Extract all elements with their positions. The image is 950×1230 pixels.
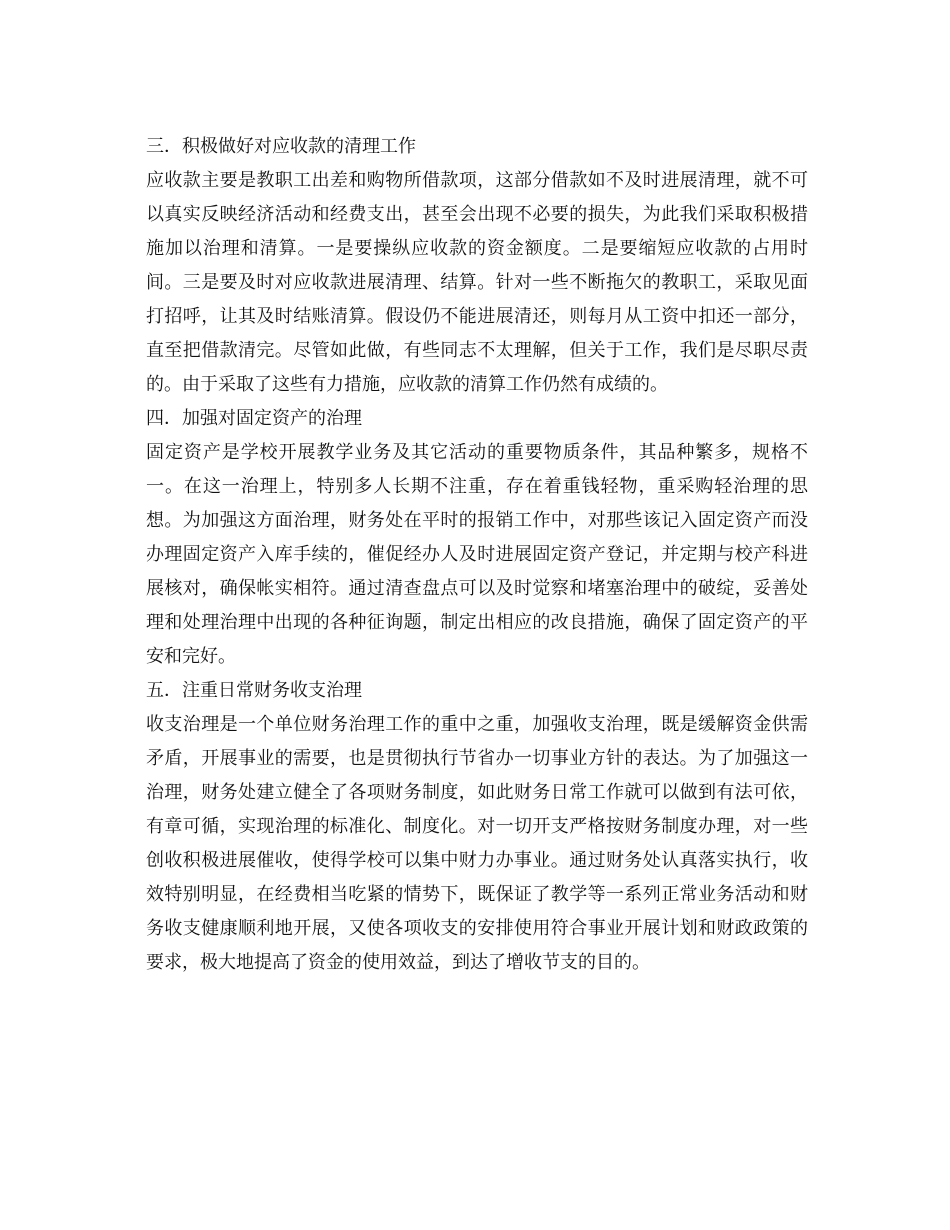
section-paragraph: 固定资产是学校开展教学业务及其它活动的重要物质条件，其品种繁多，规格不一。在这一治理上，特别多人长期不注重，存在着重钱轻物，重采购轻治理的思想。为加强这方面治理，财务处在平时的报销工作中，对那些该记入固定资产而没办理固定资产入库手续的，催促经办人及时进展固定资产登记，并定期与校产科进展核对，确保帐实相符。通过清查盘点可以及时觉察和堵塞治理中的破绽，妥善处理和处理治理中出现的各种征询题，制定出相应的改良措施，确保了固定资产的平安和完好。 <box>146 442 808 667</box>
section-paragraph: 应收款主要是教职工出差和购物所借款项，这部分借款如不及时进展清理，就不可以真实反映经济活动和经费支出，甚至会出现不必要的损失，为此我们采取积极措施加以治理和清算。一是要操纵应收款的资金额度。二是要缩短应收款的占用时间。三是要及时对应收款进展清理、结算。针对一些不断拖欠的教职工，采取见面打招呼，让其及时结账清算。假设仍不能进展清还，则每月从工资中扣还一部分，直至把借款清完。尽管如此做，有些同志不太理解，但关于工作，我们是尽职尽责的。由于采取了这些有力措施，应收款的清算工作仍然有成绩的。 <box>146 170 808 395</box>
section-paragraph: 收支治理是一个单位财务治理工作的重中之重，加强收支治理，既是缓解资金供需矛盾，开展事业的需要，也是贯彻执行节省办一切事业方针的表达。为了加强这一治理，财务处建立健全了各项财务制度，如此财务日常工作就可以做到有法可依，有章可循，实现治理的标准化、制度化。对一切开支严格按财务制度办理，对一些创收积极进展催收，使得学校可以集中财力办事业。通过财务处认真落实执行，收效特别明显，在经费相当吃紧的情势下，既保证了教学等一系列正常业务活动和财务收支健康顺利地开展，又使各项收支的安排使用符合事业开展计划和财政政策的要求，极大地提高了资金的使用效益，到达了增收节支的目的。 <box>146 714 808 973</box>
section-heading: 五．注重日常财务收支治理 <box>146 680 362 701</box>
section-heading: 四．加强对固定资产的治理 <box>146 408 362 429</box>
section-heading: 三．积极做好对应收款的清理工作 <box>146 136 416 157</box>
document-body <box>146 130 808 980</box>
